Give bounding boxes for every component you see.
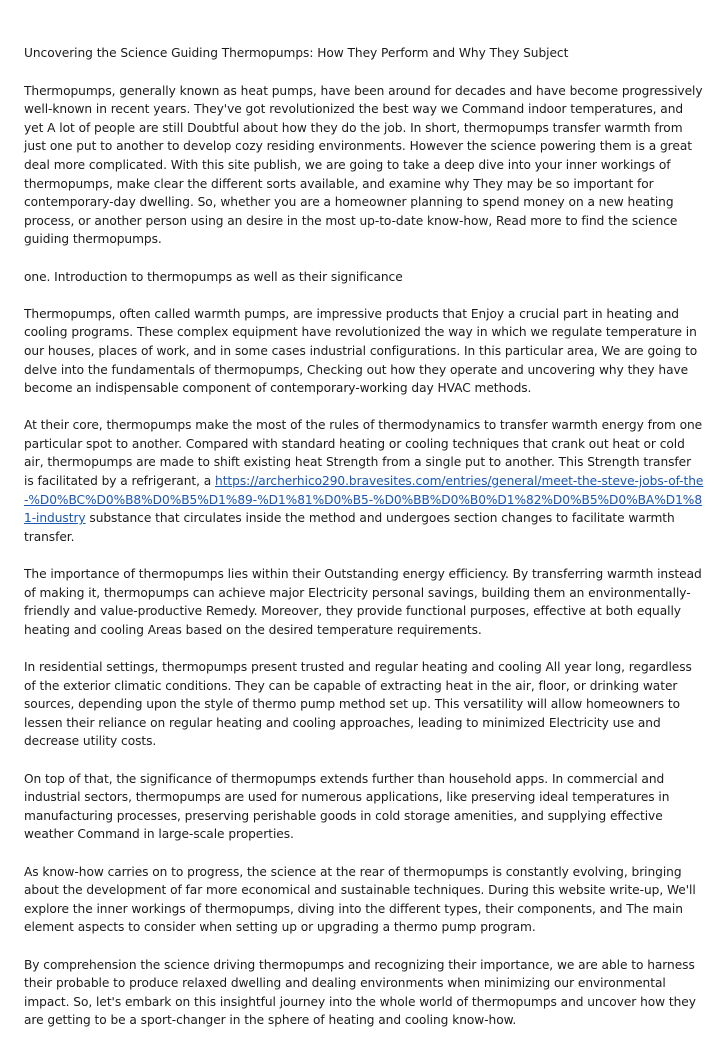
document-body: [24, 44, 704, 1048]
section-heading: one. Introduction to thermopumps as well as their significance: [24, 269, 403, 284]
paragraph-4: In residential settings, thermopumps present trusted and regular heating and cooling All year long, regardless of the exterior climatic conditions. They can be capable of extracting heat in the air, floor, or drinking water sources, depending upon the style of thermo pump method set up. This versatility will allow homeowners to lessen their reliance on regular heating and cooling approaches, leading to minimized Electricity use and decrease utility costs.: [24, 660, 692, 749]
archerhico-link[interactable]: https://archerhico290.bravesites.com/entries/general/meet-the-steve-jobs-of-the-%D0%BC%D0%B8%D0%B5%D1%89-%D1%81%D0%B5-%D0%BB%D0%B0%D1%82%D0%B5%D0%BA%D1%81-industry: [24, 474, 704, 526]
paragraph-7: By comprehension the science driving thermopumps and recognizing their importance, we are able to harness their probable to produce relaxed dwelling and dealing environments when minimizing our environmental impact. So, let's embark on this insightful journey into the whole world of thermopumps and uncover how they are getting to be a sport-changer in the sphere of heating and cooling know-how.: [24, 957, 696, 1028]
paragraph-3: The importance of thermopumps lies within their Outstanding energy efficiency. By transferring warmth instead of making it, thermopumps can achieve major Electricity personal savings, building them an environmentally-friendly and value-productive Remedy. Moreover, they provide functional purposes, effective at both equally heating and cooling Areas based on the desired temperature requirements.: [24, 567, 702, 637]
paragraph-1: Thermopumps, often called warmth pumps, are impressive products that Enjoy a crucial part in heating and cooling programs. These complex equipment have revolutionized the way in which we regulate temperature in our houses, places of work, and in some cases industrial configurations. In this particular area, We are going to delve into the fundamentals of thermopumps, Checking out how they operate and uncovering why they have become an indispensable component of contemporary-working day HVAC methods.: [24, 306, 698, 396]
paragraph-2: [24, 416, 704, 546]
paragraph-2-text-after: substance that circulates inside the method and undergoes section changes to facilitate warmth transfer.: [24, 511, 675, 544]
intro-paragraph: Thermopumps, generally known as heat pumps, have been around for decades and have become progressively well-known in recent years. They've got revolutionized the best way we Command indoor temperatures, and yet A lot of people are still Doubtful about how they do the job. In short, thermopumps transfer warmth from just one put to another to develop cozy residing environments. However the science powering them is a great deal more complicated. With this site publish, we are going to take a deep dive into your inner workings of thermopumps, make clear the different sorts available, and examine why They may be so important for contemporary-day dwelling. So, whether you are a homeowner planning to spend money on a new heating process, or another person using an desire in the most up-to-date know-how, Read more to find the science guiding thermopumps.: [24, 83, 703, 247]
document-title: Uncovering the Science Guiding Thermopumps: How They Perform and Why They Subject: [24, 46, 569, 60]
paragraph-5: On top of that, the significance of thermopumps extends further than household apps. In commercial and industrial sectors, thermopumps are used for numerous applications, like preserving ideal temperatures in manufacturing processes, preserving perishable goods in cold storage amenities, and supplying effective weather Command in large-scale properties.: [24, 771, 670, 842]
paragraph-6: As know-how carries on to progress, the science at the rear of thermopumps is constantly evolving, bringing about the development of far more economical and sustainable techniques. During this website write-up, We'll explore the inner workings of thermopumps, diving into the different types, their components, and The main element aspects to consider when setting up or upgrading a thermo pump program.: [24, 864, 696, 935]
paragraph-2-text-before: At their core, thermopumps make the most of the rules of thermodynamics to transfer warmth energy from one particular spot to another. Compared with standard heating or cooling techniques that crank out heat or cold air, thermopumps are made to shift existing heat Strength from a single put to another. This Strength transfer is facilitated by a refrigerant, a: [24, 418, 703, 489]
